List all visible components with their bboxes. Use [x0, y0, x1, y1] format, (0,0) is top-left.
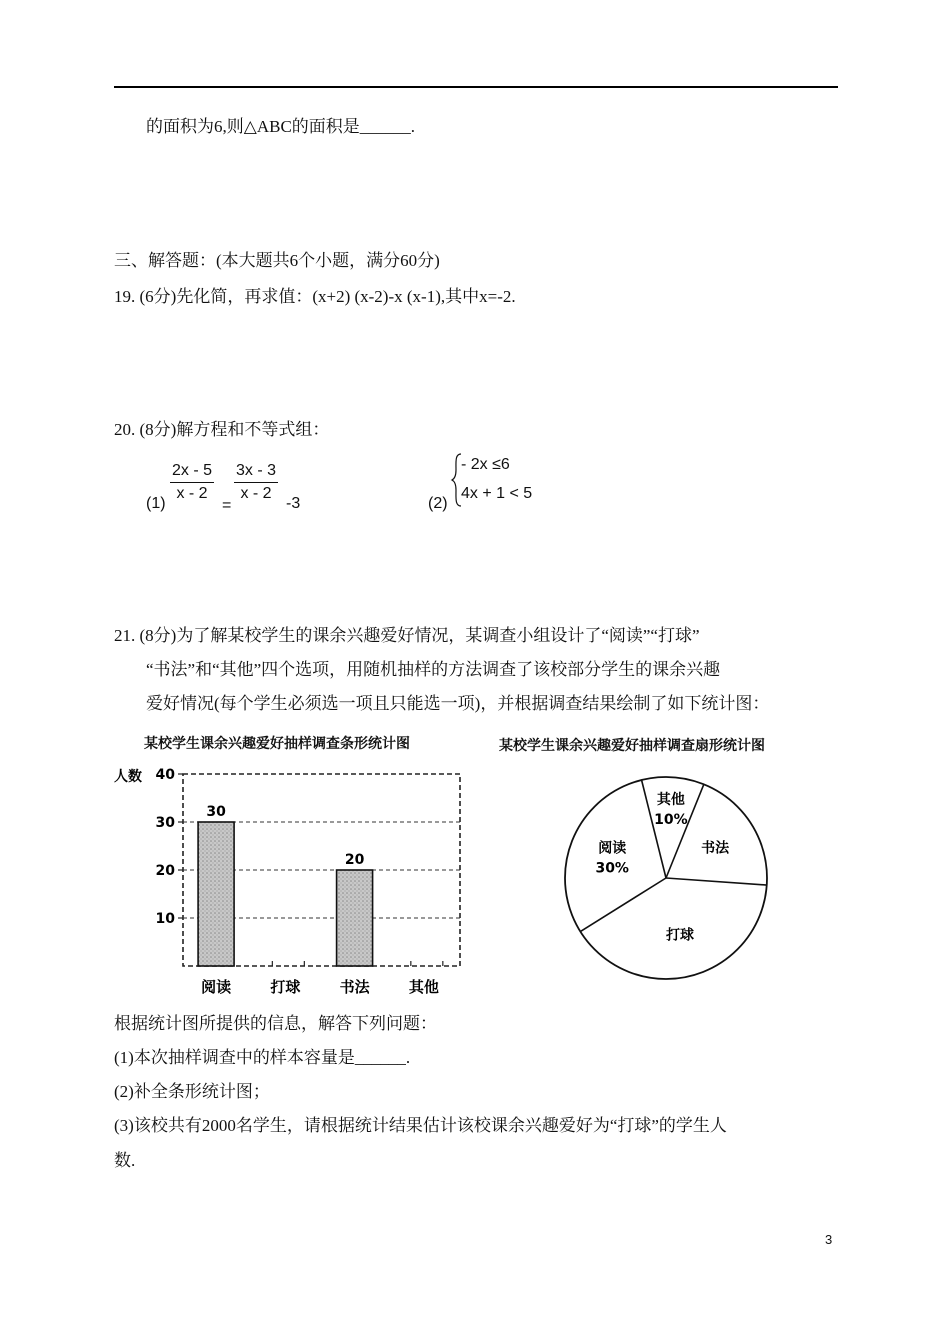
question-21-line-2: “书法”和“其他”四个选项，用随机抽样的方法调查了该校部分学生的课余兴趣 [146, 660, 721, 679]
bar-y-tick-label: 30 [155, 815, 175, 831]
question-21-line-1: 21. (8分)为了解某校学生的课余兴趣爱好情况，某调查小组设计了“阅读”“打球” [114, 626, 700, 645]
q21-sub-2: (2)补全条形统计图； [114, 1082, 270, 1101]
q21-sub-3b: 数. [114, 1151, 136, 1170]
question-21-line-3: 爱好情况(每个学生必须选一项且只能选一项)，并根据调查结果绘制了如下统计图： [146, 694, 770, 713]
bar-data-label: 20 [344, 852, 365, 868]
pie-slice-label: 书法 [701, 840, 730, 857]
bar-category-label: 书法 [339, 978, 370, 996]
bar-3 [337, 870, 373, 966]
q20-lhs-fraction [170, 460, 214, 505]
pie-marks [565, 777, 767, 979]
q20-equals: = [222, 497, 232, 514]
pie-slice-label: 打球 [666, 927, 695, 944]
q20-lhs-numerator: 2x - 5 [170, 460, 214, 483]
q21-sub-1: (1)本次抽样调查中的样本容量是______. [114, 1048, 411, 1067]
bar-data-label: 30 [206, 804, 226, 820]
bar-1 [198, 822, 234, 966]
pie-chart-title: 某校学生课余兴趣爱好抽样调查扇形统计图 [499, 738, 765, 754]
q20-lhs-denominator: x - 2 [176, 485, 208, 502]
bar-chart [110, 756, 470, 1002]
q20-rhs-numerator: 3x - 3 [234, 460, 278, 483]
q20-inequality-1: - 2x ≤6 [461, 456, 510, 473]
question-19: 19. (6分)先化简，再求值：(x+2) (x-2)-x (x-1),其中x=-2. [114, 287, 516, 306]
header-rule [114, 86, 838, 88]
section-3-heading: 三、解答题：(本大题共6个小题，满分60分) [114, 251, 440, 270]
q20-tail: -3 [286, 495, 301, 512]
bar-chart-title: 某校学生课余兴趣爱好抽样调查条形统计图 [144, 736, 410, 752]
bar-y-tick-label: 40 [155, 767, 175, 783]
pie-slice-percent: 10% [654, 812, 688, 829]
q20-rhs-denominator: x - 2 [240, 485, 272, 502]
bar-y-tick-label: 10 [155, 911, 175, 927]
q20-inequality-2: 4x + 1 < 5 [461, 485, 533, 502]
q20-rhs-fraction [234, 460, 278, 505]
bar-marks [198, 804, 443, 996]
pie-chart [556, 770, 776, 990]
bar-category-label: 打球 [270, 978, 301, 996]
bar-y-axis-label: 人数 [114, 769, 142, 785]
q18-tail: 的面积为6,则△ABC的面积是______. [146, 117, 416, 136]
q20-part2-label: (2) [428, 495, 448, 512]
page-number: 3 [825, 1232, 833, 1247]
pie-slice-label: 阅读 [598, 840, 627, 857]
question-20-title: 20. (8分)解方程和不等式组： [114, 420, 330, 439]
bar-category-label: 其他 [408, 978, 439, 996]
q20-part1-label: (1) [146, 495, 166, 512]
q21-intro: 根据统计图所提供的信息，解答下列问题： [114, 1014, 437, 1033]
bar-category-label: 阅读 [201, 978, 232, 996]
pie-slice-label: 其他 [656, 792, 685, 809]
q21-sub-3a: (3)该校共有2000名学生，请根据统计结果估计该校课余兴趣爱好为“打球”的学生人 [114, 1116, 727, 1135]
pie-slice-percent: 30% [595, 860, 629, 877]
bar-y-tick-label: 20 [155, 863, 175, 879]
